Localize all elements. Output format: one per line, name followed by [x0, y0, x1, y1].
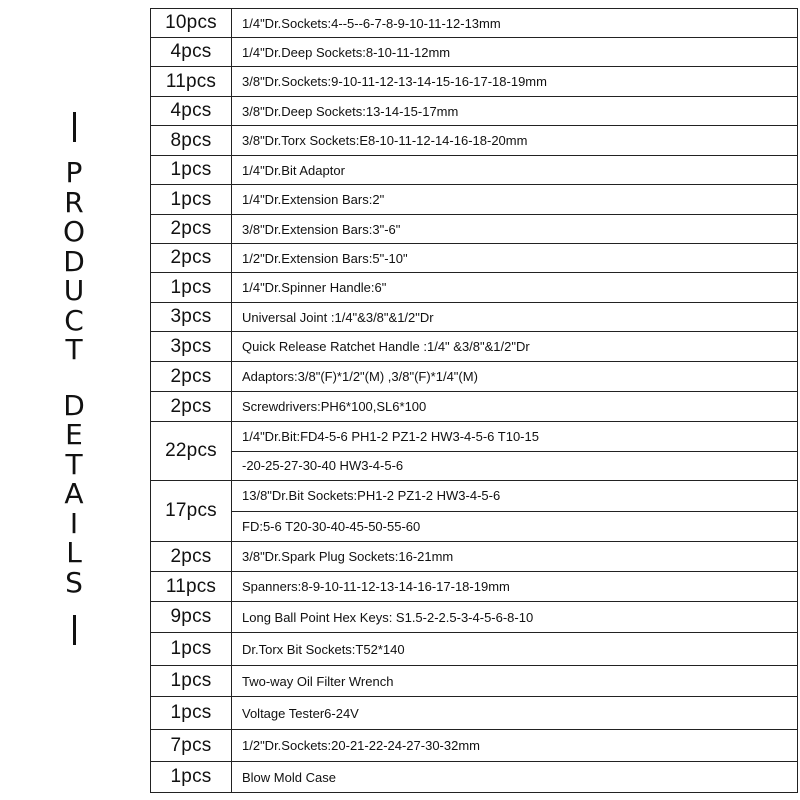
quantity-cell: 8pcs [151, 126, 232, 156]
quantity-cell: 2pcs [151, 542, 232, 572]
vertical-word-details [63, 388, 85, 599]
table-row [151, 666, 798, 697]
vertical-word-product [63, 158, 85, 365]
table-row [151, 481, 798, 512]
table-row [151, 273, 798, 303]
table-row [151, 97, 798, 126]
description-cell: 1/2"Dr.Extension Bars:5"-10" [232, 244, 798, 273]
quantity-cell: 4pcs [151, 38, 232, 67]
table-row [151, 602, 798, 633]
quantity-cell: 1pcs [151, 762, 232, 793]
vertical-letter: D [63, 244, 85, 278]
table-row [151, 185, 798, 215]
product-details-vertical-label [52, 112, 96, 645]
description-cell: Screwdrivers:PH6*100,SL6*100 [232, 392, 798, 422]
table-row [151, 633, 798, 666]
description-cell: Blow Mold Case [232, 762, 798, 793]
description-cell: Long Ball Point Hex Keys: S1.5-2-2.5-3-4-5-6-8-10 [232, 602, 798, 633]
vertical-letter: L [66, 536, 82, 569]
quantity-cell: 17pcs [151, 481, 232, 542]
quantity-cell: 4pcs [151, 97, 232, 126]
description-cell: -20-25-27-30-40 HW3-4-5-6 [232, 451, 798, 481]
quantity-cell: 1pcs [151, 273, 232, 303]
vertical-bar-bottom [73, 615, 76, 645]
vertical-letter: C [64, 303, 84, 337]
table-row [151, 451, 798, 481]
table-row [151, 126, 798, 156]
quantity-cell: 7pcs [151, 730, 232, 762]
vertical-letter: U [63, 274, 85, 307]
table-row [151, 697, 798, 730]
description-cell: Two-way Oil Filter Wrench [232, 666, 798, 697]
table-row [151, 730, 798, 762]
table-row [151, 332, 798, 362]
description-cell: 1/4"Dr.Sockets:4--5--6-7-8-9-10-11-12-13mm [232, 9, 798, 38]
description-cell: Spanners:8-9-10-11-12-13-14-16-17-18-19mm [232, 572, 798, 602]
table-row [151, 422, 798, 452]
vertical-letter: I [69, 506, 79, 540]
vertical-letter: S [65, 565, 83, 599]
vertical-letter: T [65, 447, 83, 481]
product-details-table [150, 8, 798, 793]
quantity-cell: 22pcs [151, 422, 232, 481]
description-cell: 1/4"Dr.Bit Adaptor [232, 156, 798, 185]
vertical-letter: E [65, 418, 83, 451]
description-cell: FD:5-6 T20-30-40-45-50-55-60 [232, 511, 798, 542]
table-row [151, 244, 798, 273]
description-cell: Voltage Tester6-24V [232, 697, 798, 730]
table-row [151, 38, 798, 67]
description-cell: 1/2"Dr.Sockets:20-21-22-24-27-30-32mm [232, 730, 798, 762]
description-cell: 1/4"Dr.Extension Bars:2" [232, 185, 798, 215]
description-cell: 3/8"Dr.Deep Sockets:13-14-15-17mm [232, 97, 798, 126]
vertical-letter: T [65, 333, 83, 366]
quantity-cell: 1pcs [151, 633, 232, 666]
quantity-cell: 1pcs [151, 156, 232, 185]
vertical-bar-top [73, 112, 76, 142]
quantity-cell: 10pcs [151, 9, 232, 38]
description-cell: Adaptors:3/8"(F)*1/2"(M) ,3/8"(F)*1/4"(M) [232, 362, 798, 392]
table-row [151, 572, 798, 602]
description-cell: 3/8"Dr.Spark Plug Sockets:16-21mm [232, 542, 798, 572]
description-cell: 3/8"Dr.Sockets:9-10-11-12-13-14-15-16-17-18-19mm [232, 67, 798, 97]
description-cell: 3/8"Dr.Extension Bars:3"-6" [232, 215, 798, 244]
vertical-letter: P [65, 156, 83, 189]
quantity-cell: 1pcs [151, 666, 232, 697]
quantity-cell: 11pcs [151, 572, 232, 602]
quantity-cell: 1pcs [151, 185, 232, 215]
quantity-cell: 3pcs [151, 332, 232, 362]
description-cell: 3/8"Dr.Torx Sockets:E8-10-11-12-14-16-18-20mm [232, 126, 798, 156]
quantity-cell: 1pcs [151, 697, 232, 730]
table-row [151, 67, 798, 97]
table-row [151, 156, 798, 185]
vertical-letter: R [64, 185, 84, 219]
description-cell: Quick Release Ratchet Handle :1/4" &3/8"&1/2"Dr [232, 332, 798, 362]
vertical-letter: A [64, 477, 84, 510]
table-row [151, 511, 798, 542]
quantity-cell: 2pcs [151, 244, 232, 273]
table-row [151, 362, 798, 392]
table-row [151, 762, 798, 793]
table-row [151, 542, 798, 572]
vertical-letter: D [63, 388, 85, 422]
table-row [151, 215, 798, 244]
description-cell: 1/4"Dr.Spinner Handle:6" [232, 273, 798, 303]
description-cell: 1/4"Dr.Bit:FD4-5-6 PH1-2 PZ1-2 HW3-4-5-6 T10-15 [232, 422, 798, 452]
description-cell: 1/4"Dr.Deep Sockets:8-10-11-12mm [232, 38, 798, 67]
table-row [151, 9, 798, 38]
description-cell: Universal Joint :1/4"&3/8"&1/2"Dr [232, 303, 798, 332]
quantity-cell: 2pcs [151, 215, 232, 244]
quantity-cell: 2pcs [151, 392, 232, 422]
quantity-cell: 9pcs [151, 602, 232, 633]
vertical-letter: O [62, 215, 86, 248]
quantity-cell: 3pcs [151, 303, 232, 332]
table-row [151, 303, 798, 332]
quantity-cell: 11pcs [151, 67, 232, 97]
description-cell: 13/8"Dr.Bit Sockets:PH1-2 PZ1-2 HW3-4-5-6 [232, 481, 798, 512]
description-cell: Dr.Torx Bit Sockets:T52*140 [232, 633, 798, 666]
quantity-cell: 2pcs [151, 362, 232, 392]
table-row [151, 392, 798, 422]
